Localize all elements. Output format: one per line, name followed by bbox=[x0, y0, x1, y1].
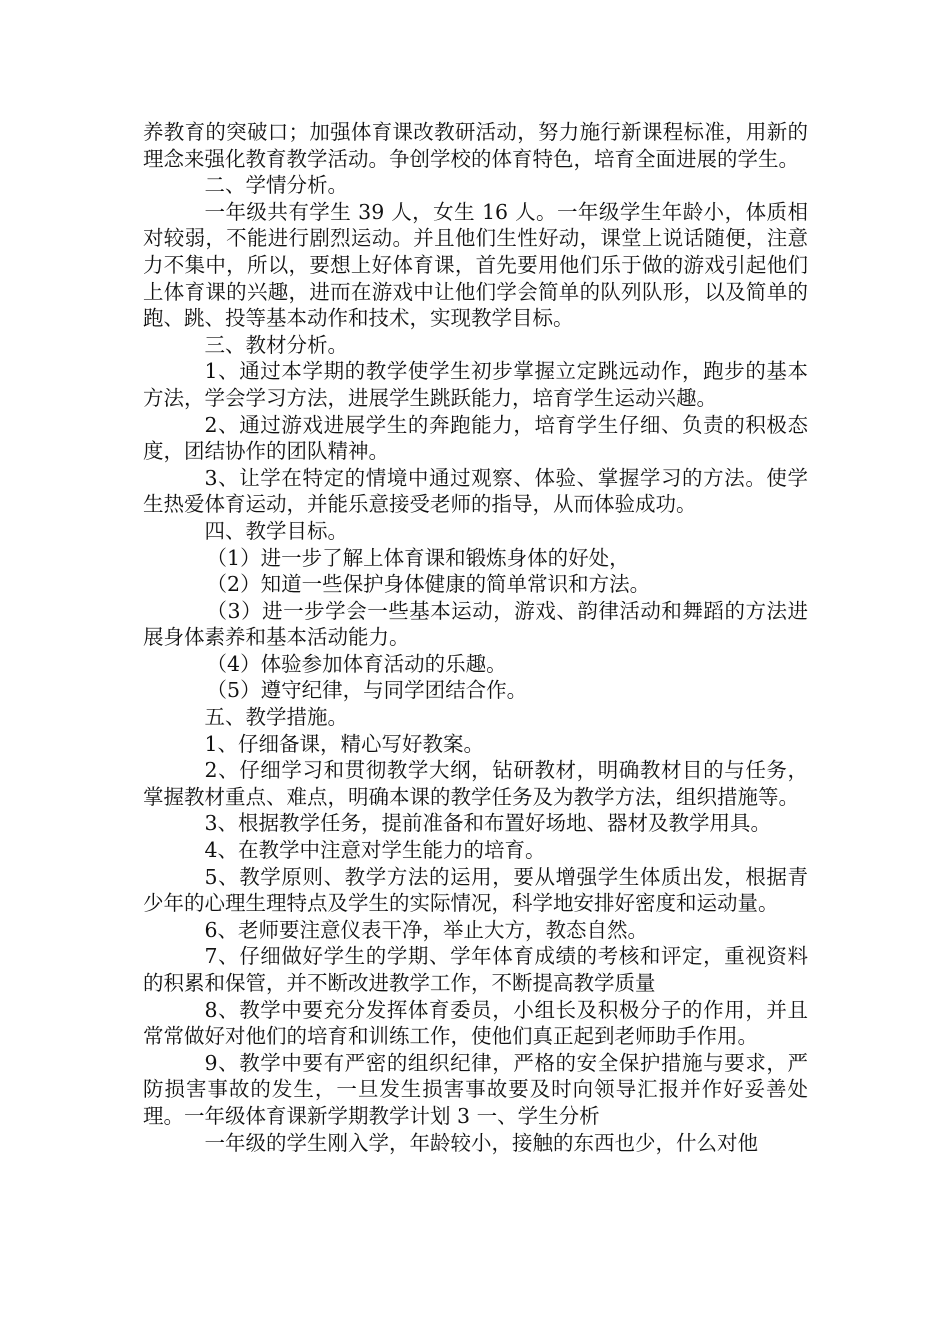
measure-item-3: 3、根据教学任务，提前准备和布置好场地、器材及教学用具。 bbox=[204, 811, 772, 836]
paragraph-textbook-3: 3、让学在特定的情境中通过观察、体验、掌握学习的方法。使学生热爱体育运动，并能乐意接受老师的指导，从而体验成功。 bbox=[143, 465, 808, 517]
heading-textbook-analysis: 三、教材分析。 bbox=[204, 332, 348, 357]
measure-item-9: 9、教学中要有严密的组织纪律，严格的安全保护措施与要求，严防损害事故的发生，一旦发生损害事故要及时向领导汇报并作好妥善处理。一年级体育课新学期教学计划 3 一、学生分析 bbox=[143, 1050, 808, 1128]
heading-student-analysis: 二、学情分析。 bbox=[204, 173, 348, 198]
measure-item-8: 8、教学中要充分发挥体育委员，小组长及积极分子的作用，并且常常做好对他们的培育和训练工作，使他们真正起到老师助手作用。 bbox=[143, 997, 808, 1049]
measure-item-6: 6、老师要注意仪表干净，举止大方，教态自然。 bbox=[204, 917, 649, 942]
measure-item-7: 7、仔细做好学生的学期、学年体育成绩的考核和评定，重视资料的积累和保管，并不断改进教学工作，不断提高教学质量 bbox=[143, 944, 808, 995]
goal-item-2: （2）知道一些保护身体健康的简单常识和方法。 bbox=[206, 572, 651, 597]
paragraph-intro-continuation: 养教育的突破口；加强体育课改教研活动，努力施行新课程标准，用新的理念来强化教育教学活动。争创学校的体育特色，培育全面进展的学生。 bbox=[143, 120, 808, 171]
paragraph-textbook-1: 1、通过本学期的教学使学生初步掌握立定跳远动作，跑步的基本方法，学会学习方法，进展学生跳跃能力，培育学生运动兴趣。 bbox=[143, 359, 808, 410]
goal-item-5: （5）遵守纪律，与同学团结合作。 bbox=[206, 678, 528, 703]
heading-teaching-goals: 四、教学目标。 bbox=[204, 518, 348, 543]
measure-item-5: 5、教学原则、教学方法的运用，要从增强学生体质出发，根据青少年的心理生理特点及学生的实际情况，科学地安排好密度和运动量。 bbox=[143, 864, 808, 916]
goal-item-3: （3）进一步学会一些基本运动，游戏、韵律活动和舞蹈的方法进展身体素养和基本活动能力。 bbox=[143, 598, 808, 650]
measure-item-4: 4、在教学中注意对学生能力的培育。 bbox=[204, 838, 546, 863]
measure-item-2: 2、仔细学习和贯彻教学大纲，钻研教材，明确教材目的与任务，掌握教材重点、难点，明确本课的教学任务及为教学方法，组织措施等。 bbox=[143, 758, 808, 809]
document-body bbox=[143, 119, 808, 1156]
goal-item-4: （4）体验参加体育活动的乐趣。 bbox=[206, 651, 507, 676]
measure-item-1: 1、仔细备课，精心写好教案。 bbox=[204, 731, 485, 756]
paragraph-textbook-2: 2、通过游戏进展学生的奔跑能力，培育学生仔细、负责的积极态度，团结协作的团队精神。 bbox=[143, 412, 808, 464]
paragraph-student-analysis: 一年级共有学生 39 人，女生 16 人。一年级学生年龄小，体质相对较弱，不能进行剧烈运动。并且他们生性好动，课堂上说话随便，注意力不集中，所以，要想上好体育课，首先要用他们乐于做的游戏引起他们上体育课的兴趣，进而在游戏中让他们学会简单的队列队形，以及简单的跑、跳、投等基本动作和技术，实现教学目标。 bbox=[143, 199, 808, 331]
heading-teaching-measures: 五、教学措施。 bbox=[204, 705, 348, 730]
paragraph-next-plan-start: 一年级的学生刚入学，年龄较小，接触的东西也少，什么对他 bbox=[204, 1130, 758, 1155]
goal-item-1: （1）进一步了解上体育课和锻炼身体的好处， bbox=[206, 545, 630, 570]
